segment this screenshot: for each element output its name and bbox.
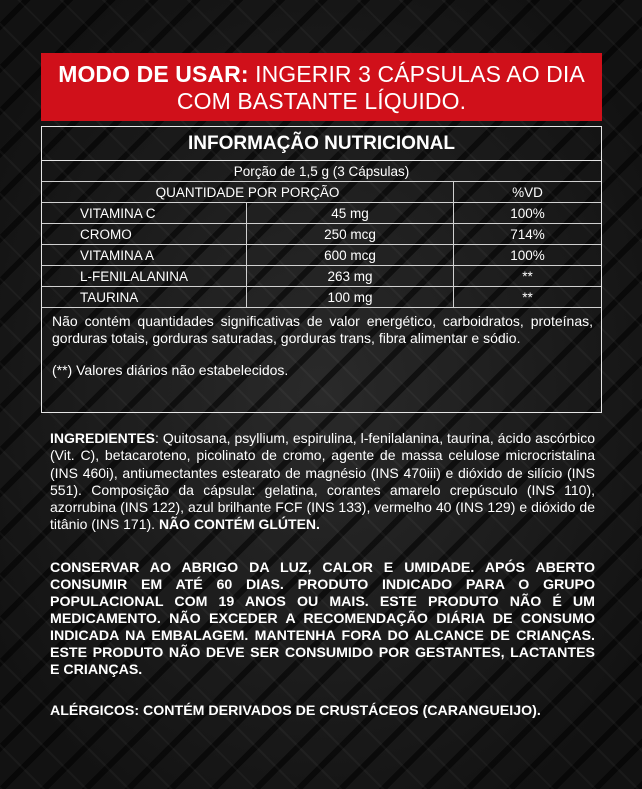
nutrient-vd: ** [454, 287, 602, 308]
table-row [42, 224, 601, 245]
table-row [42, 245, 601, 266]
usage-banner [41, 53, 602, 121]
ingredients-section [50, 430, 595, 534]
nutrition-facts-box [41, 126, 602, 413]
nutrient-name: VITAMINA C [42, 203, 247, 224]
gluten-statement: NÃO CONTÉM GLÚTEN. [158, 516, 320, 533]
serving-row [42, 161, 601, 182]
nutrient-name: TAURINA [42, 287, 247, 308]
nutrient-amount: 45 mg [247, 203, 454, 224]
nutrition-title: INFORMAÇÃO NUTRICIONAL [42, 127, 601, 161]
nutrient-amount: 600 mcg [247, 245, 454, 266]
nutrition-table [42, 161, 601, 308]
nutrient-amount: 263 mg [247, 266, 454, 287]
nutrient-name: VITAMINA A [42, 245, 247, 266]
table-header-row [42, 182, 601, 203]
header-quantity: QUANTIDADE POR PORÇÃO [42, 182, 454, 203]
header-vd: %VD [454, 182, 602, 203]
nutrition-note: Não contém quantidades significativas de valor energético, carboidratos, proteínas, gorduras totais, gorduras saturadas, gorduras trans, fibra alimentar e sódio. [52, 313, 593, 346]
nutrient-vd: ** [454, 266, 602, 287]
nutrient-vd: 100% [454, 245, 602, 266]
ingredients-text: : Quitosana, psyllium, espirulina, l-fenilalanina, taurina, ácido ascórbico (Vit. C), betacaroteno, picolinato de cromo, agente de massa celulose microcristalina (INS 460i), antiumectantes estearato de magnésio (INS 470iii) e dióxido de silício (INS 551). Composição da cápsula: gelatina, corantes amarelo crepúsculo (INS 110), azorrubina (INS 122), azul brilhante FCF (INS 133), vermelho 40 (INS 129) e dióxido de titânio (INS 171). [50, 430, 595, 533]
nutrient-amount: 250 mcg [247, 224, 454, 245]
serving-size: Porção de 1,5 g (3 Cápsulas) [42, 161, 601, 182]
nutrition-footnote: (**) Valores diários não estabelecidos. [52, 362, 289, 378]
table-row [42, 203, 601, 224]
nutrient-name: CROMO [42, 224, 247, 245]
nutrient-amount: 100 mg [247, 287, 454, 308]
table-row [42, 287, 601, 308]
nutrition-notes [42, 308, 601, 379]
storage-warning: CONSERVAR AO ABRIGO DA LUZ, CALOR E UMIDADE. APÓS ABERTO CONSUMIR EM ATÉ 60 DIAS. PRODUTO INDICADO PARA O GRUPO POPULACIONAL COM 19 ANOS OU MAIS. ESTE PRODUTO NÃO É UM MEDICAMENTO. NÃO EXCEDER A RECOMENDAÇÃO DIÁRIA DE CONSUMO INDICADA NA EMBALAGEM. MANTENHA FORA DO ALCANCE DE CRIANÇAS. ESTE PRODUTO NÃO DEVE SER CONSUMIDO POR GESTANTES, LACTANTES E CRIANÇAS. [50, 560, 595, 678]
usage-text: INGERIR 3 CÁPSULAS AO DIA COM BASTANTE LÍQUIDO. [176, 61, 585, 114]
nutrient-vd: 100% [454, 203, 602, 224]
nutrient-vd: 714% [454, 224, 602, 245]
ingredients-label: INGREDIENTES [50, 430, 156, 446]
usage-label: MODO DE USAR: [58, 61, 249, 87]
allergens-statement: ALÉRGICOS: CONTÉM DERIVADOS DE CRUSTÁCEOS (CARANGUEIJO). [50, 703, 541, 719]
table-row [42, 266, 601, 287]
nutrient-name: L-FENILALANINA [42, 266, 247, 287]
